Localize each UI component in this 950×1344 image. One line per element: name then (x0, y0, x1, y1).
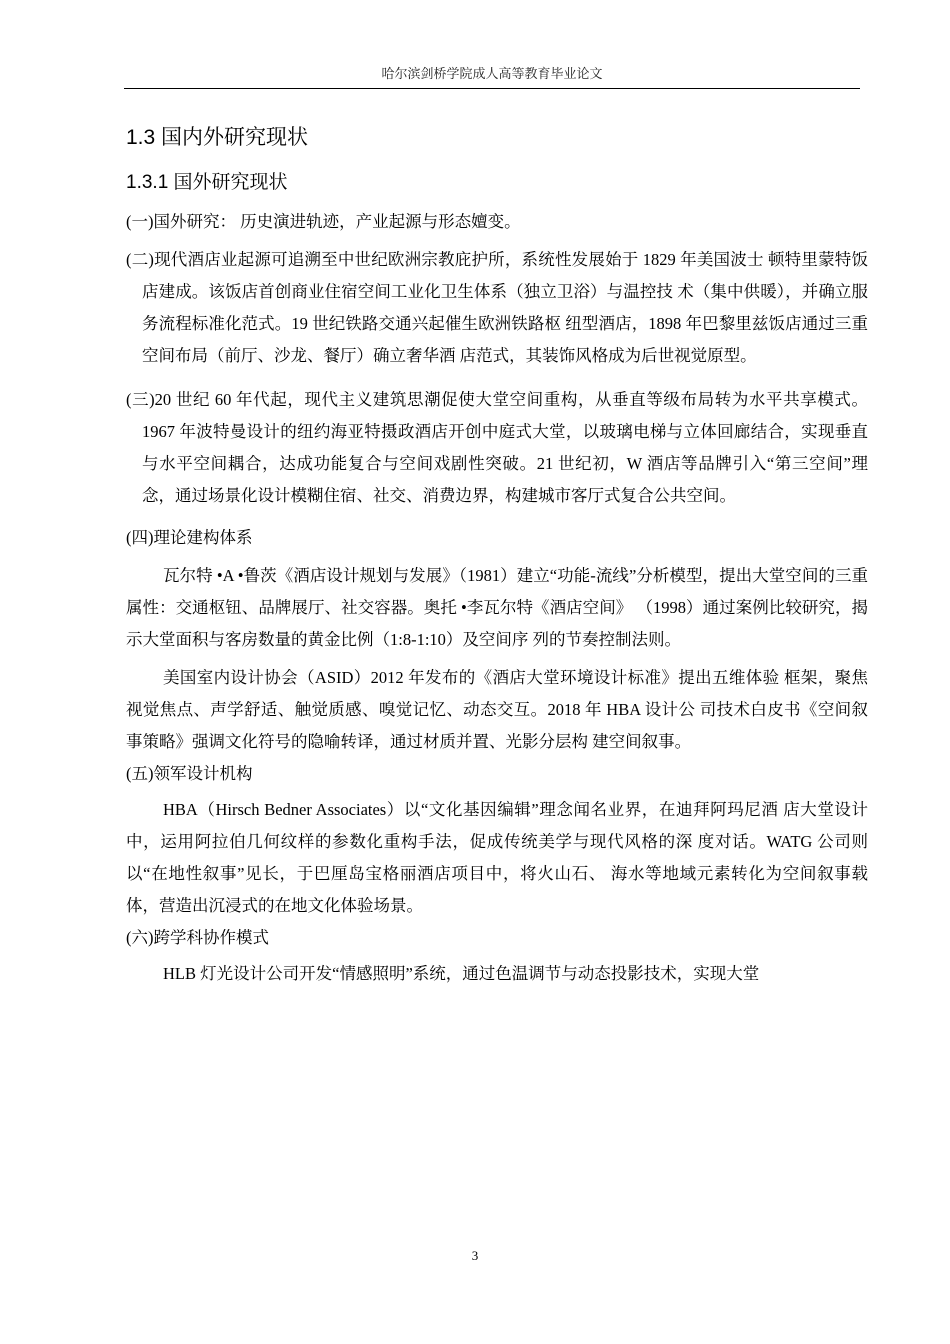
section-heading: 1.3 国内外研究现状 (126, 126, 309, 149)
subsection-heading: 1.3.1 国外研究现状 (126, 172, 288, 193)
paragraph-2: (二)现代酒店业起源可追溯至中世纪欧洲宗教庇护所，系统性发展始于 1829 年美国波士 顿特里蒙特饭店建成。该饭店首创商业住宿空间工业化卫生体系（独立卫浴）与温控技 术（集中供暖），并确立服务流程标准化范式。19 世纪铁路交通兴起催生欧洲铁路枢 纽型酒店，1898 年巴黎里兹饭店通过三重空间布局（前厅、沙龙、餐厅）确立奢华酒 店范式，其装饰风格成为后世视觉原型。 (126, 250, 868, 365)
paragraph-7-heading: (五)领军设计机构 (126, 764, 253, 783)
page-body (126, 122, 868, 990)
paragraph-4-heading: (四)理论建构体系 (126, 528, 253, 547)
paragraph-5: 瓦尔特 •A •鲁茨《酒店设计规划与发展》（1981）建立“功能-流线”分析模型，提出大堂空间的三重属性：交通枢钮、品牌展厅、社交容器。奥托 •李瓦尔特《酒店空间》 （1998）通过案例比较研究，揭示大堂面积与客房数量的黄金比例（1:8-1:10）及空间序 列的节奏控制法则。 (126, 566, 868, 649)
paragraph-3: (三)20 世纪 60 年代起，现代主义建筑思潮促使大堂空间重构，从垂直等级布局转为水平共享模式。1967 年波特曼设计的纽约海亚特摄政酒店开创中庭式大堂，以玻璃电梯与立体回廊结合，实现垂直与水平空间耦合，达成功能复合与空间戏剧性突破。21 世纪初，W 酒店等品牌引入“第三空间”理念，通过场景化设计模糊住宿、社交、消费边界，构建城市客厅式复合公共空间。 (126, 390, 868, 505)
paragraph-10: HLB 灯光设计公司开发“情感照明”系统，通过色温调节与动态投影技术，实现大堂 (163, 964, 760, 983)
paragraph-6: 美国室内设计协会（ASID）2012 年发布的《酒店大堂环境设计标准》提出五维体验 框架，聚焦视觉焦点、声学舒适、触觉质感、嗅觉记忆、动态交互。2018 年 HBA 设计公 司技术白皮书《空间叙事策略》强调文化符号的隐喻转译，通过材质并置、光影分层构 建空间叙事。 (126, 668, 868, 751)
paragraph-8: HBA（Hirsch Bedner Associates）以“文化基因编辑”理念闻名业界，在迪拜阿玛尼酒 店大堂设计中，运用阿拉伯几何纹样的参数化重构手法，促成传统美学与现代风格的深 度对话。WATG 公司则以“在地性叙事”见长，于巴厘岛宝格丽酒店项目中，将火山石、 海水等地域元素转化为空间叙事载体，营造出沉浸式的在地文化体验场景。 (126, 800, 868, 915)
paragraph-9-heading: (六)跨学科协作模式 (126, 928, 269, 947)
running-header: 哈尔滨剑桥学院成人高等教育毕业论文 (124, 64, 860, 89)
paragraph-1: (一)国外研究： 历史演进轨迹，产业起源与形态嬗变。 (126, 212, 521, 231)
page-number: 3 (471, 1248, 479, 1263)
